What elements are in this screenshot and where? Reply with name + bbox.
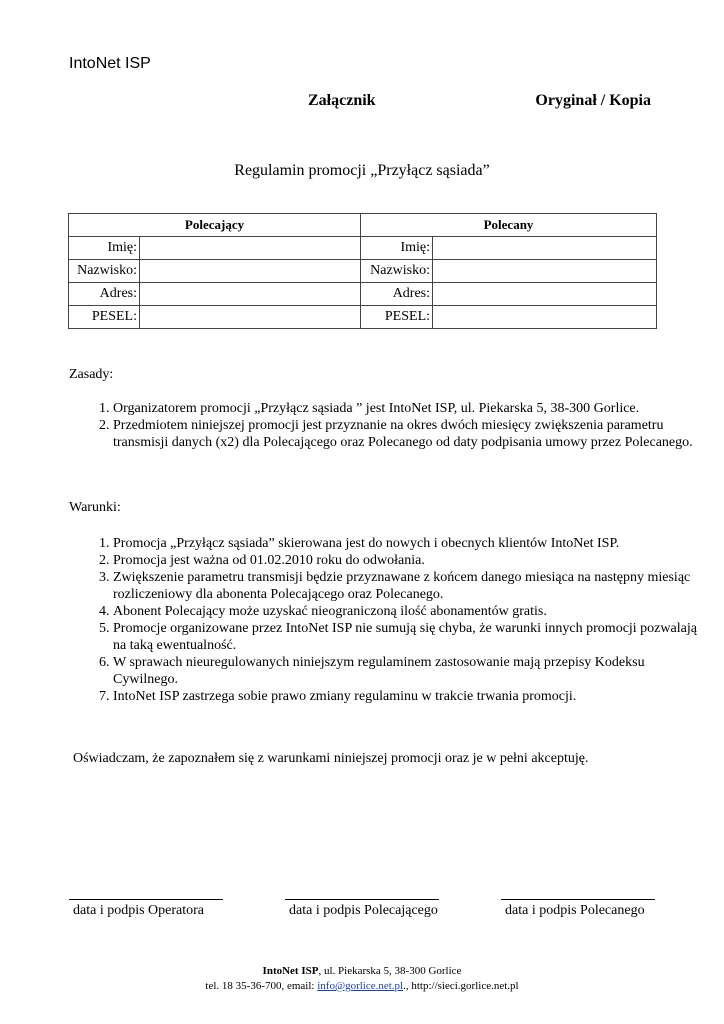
referrer-address-field[interactable] <box>140 283 361 306</box>
footer-website: ., http://sieci.gorlice.net.pl <box>403 980 519 992</box>
referrer-name-field[interactable] <box>140 237 361 260</box>
list-item: 6. W sprawach nieuregulowanych niniejszym regulaminem zastosowanie mają przepisy Kodeksu Cywilnego. <box>113 654 703 688</box>
form-row-pesel <box>69 306 657 329</box>
list-item: 1. Promocja „Przyłącz sąsiada” skierowana jest do nowych i obecnych klientów IntoNet ISP. <box>113 535 703 552</box>
rules-list <box>69 400 703 451</box>
form-row-address <box>69 283 657 306</box>
footer-company: IntoNet ISP <box>262 965 319 977</box>
field-label: PESEL: <box>361 306 433 329</box>
list-item: 5. Promocje organizowane przez IntoNet ISP nie sumują się chyba, że warunki innych promocji pozwalają na taką ewentualność. <box>113 620 703 654</box>
list-item: 1. Organizatorem promocji „Przyłącz sąsiada ” jest IntoNet ISP, ul. Piekarska 5, 38-300 Gorlice. <box>113 400 703 417</box>
footer-phone: tel. 18 35-36-700, email: <box>205 980 318 992</box>
rules-heading: Zasady: <box>69 367 114 382</box>
referrer-pesel-field[interactable] <box>140 306 361 329</box>
original-copy-label: Oryginał / Kopia <box>535 92 651 109</box>
signature-label-operator: data i podpis Operatora <box>73 903 205 918</box>
field-label: Nazwisko: <box>69 260 140 283</box>
referral-form-table <box>68 213 657 329</box>
field-label: Nazwisko: <box>361 260 433 283</box>
column-header-referred: Polecany <box>361 214 657 237</box>
referred-pesel-field[interactable] <box>433 306 657 329</box>
referred-address-field[interactable] <box>433 283 657 306</box>
field-label: Adres: <box>361 283 433 306</box>
signature-line-referrer[interactable] <box>285 899 439 900</box>
signature-line-referred[interactable] <box>501 899 655 900</box>
column-header-referrer: Polecający <box>69 214 361 237</box>
form-row-name <box>69 237 657 260</box>
footer-address: , ul. Piekarska 5, 38-300 Gorlice <box>318 965 462 977</box>
signature-line-operator[interactable] <box>69 899 223 900</box>
referrer-surname-field[interactable] <box>140 260 361 283</box>
declaration-text: Oświadczam, że zapoznałem się z warunkami niniejszej promocji oraz je w pełni akceptuję. <box>73 751 589 766</box>
company-name: IntoNet ISP <box>69 55 151 72</box>
document-title: Regulamin promocji „Przyłącz sąsiada” <box>234 162 490 179</box>
list-item: 3. Zwiększenie parametru transmisji będzie przyznawane z końcem danego miesiąca na następny miesiąc rozliczeniowy dla abonenta Polecającego oraz Polecanego. <box>113 569 703 603</box>
signature-label-referrer: data i podpis Polecającego <box>289 903 438 918</box>
list-item: 4. Abonent Polecający może uzyskać nieograniczoną ilość abonamentów gratis. <box>113 603 703 620</box>
signature-label-referred: data i podpis Polecanego <box>505 903 645 918</box>
conditions-heading: Warunki: <box>69 500 121 515</box>
field-label: Adres: <box>69 283 140 306</box>
field-label: Imię: <box>361 237 433 260</box>
list-item: 7. IntoNet ISP zastrzega sobie prawo zmiany regulaminu w trakcie trwania promocji. <box>113 688 703 705</box>
referred-name-field[interactable] <box>433 237 657 260</box>
list-item: 2. Przedmiotem niniejszej promocji jest przyznanie na okres dwóch miesięcy zwiększenia parametru transmisji danych (x2) dla Polecającego oraz Polecanego od daty podpisania umowy przez Polecanego. <box>113 417 703 451</box>
list-item: 2. Promocja jest ważna od 01.02.2010 roku do odwołania. <box>113 552 703 569</box>
footer <box>0 964 724 994</box>
conditions-list <box>69 535 703 705</box>
field-label: PESEL: <box>69 306 140 329</box>
annex-label: Załącznik <box>308 92 376 109</box>
footer-email-link[interactable]: info@gorlice.net.pl <box>317 980 404 992</box>
form-row-surname <box>69 260 657 283</box>
field-label: Imię: <box>69 237 140 260</box>
referred-surname-field[interactable] <box>433 260 657 283</box>
